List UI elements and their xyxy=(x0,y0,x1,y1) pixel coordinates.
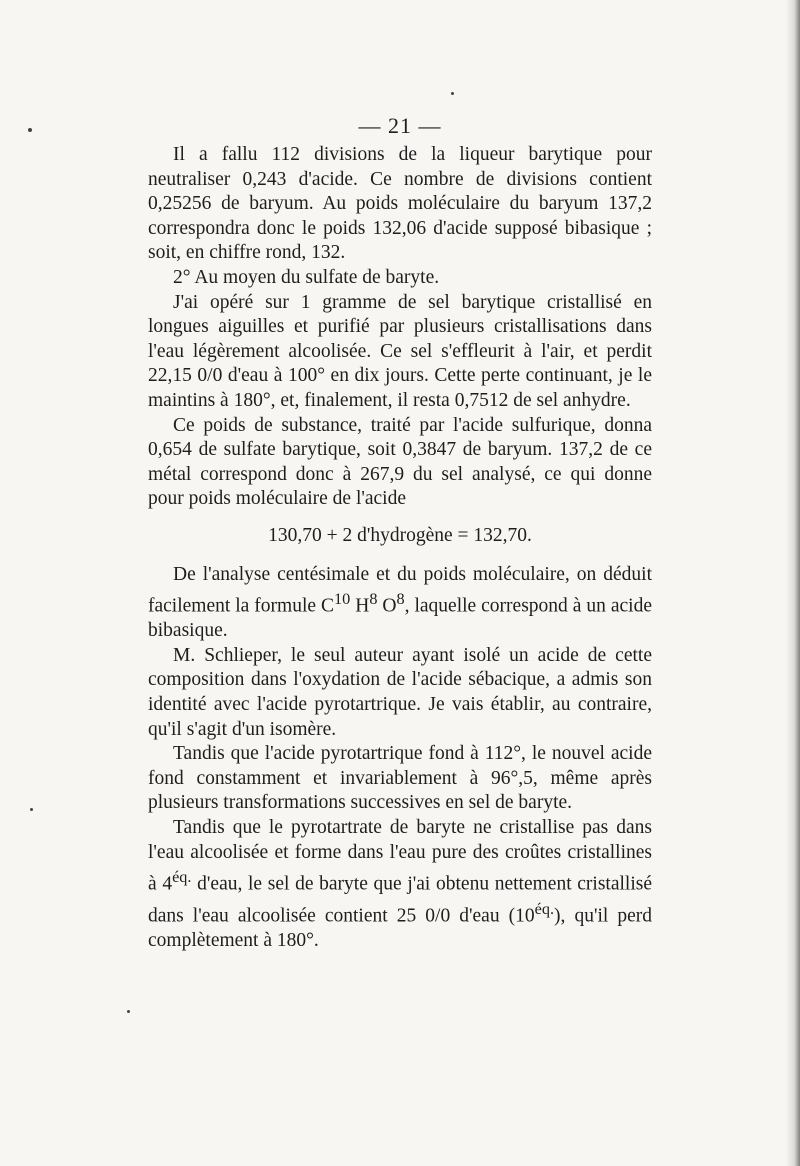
paragraph-operation: J'ai opéré sur 1 gramme de sel barytique cristallisé en longues aiguilles et purifié par plusieurs cristallisations dans l'eau légèrement alcoolisée. Ce sel s'effleurit à l'air, et perdit 22,15 0/0 d'eau à 100° en dix jours. Cette perte continuant, je le maintins à 180°, et, finalement, il resta 0,7512 de sel anhydre. xyxy=(148,291,652,411)
paragraph-point-fusion: Tandis que l'acide pyrotartrique fond à 112°, le nouvel acide fond constamment et invariablement à 96°,5, même après plusieurs transformations successives en sel de baryte. xyxy=(148,743,652,814)
formule-c-subscript: 10 xyxy=(334,590,351,609)
paper-speck xyxy=(28,128,32,132)
formule-h: H xyxy=(350,595,370,617)
paragraph-neutralisation: Il a fallu 112 divisions de la liqueur barytique pour neutraliser 0,243 d'acide. Ce nombre de divisions contient 0,25256 de baryum. Au poids moléculaire du baryum 137,2 correspondra donc le poids 132,06 d'acide supposé bibasique ; soit, en chiffre rond, 132. xyxy=(148,144,652,264)
pyrotartrate-part3: ), qu'il perd complètement à 180°. xyxy=(148,905,653,952)
formule-o-subscript: 8 xyxy=(396,590,405,609)
paragraph-sulfate-heading: 2° Au moyen du sulfate de baryte. xyxy=(173,266,440,288)
pyrotartrate-part1: Tandis que le pyrotartrate de baryte ne cristallise pas dans l'eau alcoolisée et forme dans l'eau pure des croûtes cristallines à 4 xyxy=(148,816,652,895)
paragraph-schlieper: M. Schlieper, le seul auteur ayant isolé un acide de cette composition dans l'oxydation de l'acide sébacique, a admis son identité avec l'acide pyrotartrique. Je vais établir, au contraire, qu'il s'agit d'un isomère. xyxy=(148,644,652,740)
formule-o: O xyxy=(377,595,397,617)
paper-speck xyxy=(127,1010,130,1013)
page-number: — 21 — xyxy=(358,113,442,138)
paragraph-poids-substance: Ce poids de substance, traité par l'acide sulfurique, donna 0,654 de sulfate barytique, soit 0,3847 de baryum. 137,2 de ce métal correspond donc à 267,9 du sel analysé, ce qui donne pour poids moléculaire de l'acide xyxy=(148,414,652,510)
formule-text-before: De l'analyse centésimale et du poids moléculaire, on déduit facilement la formule C xyxy=(148,563,652,617)
paragraph-formule xyxy=(148,563,652,644)
formule-text-after: , laquelle correspond à un acide bibasique. xyxy=(148,595,652,642)
pyrotartrate-sup1: éq. xyxy=(172,868,192,887)
pyrotartrate-part2: d'eau, le sel de baryte que j'ai obtenu nettement cristallisé dans l'eau alcoolisée contient 25 0/0 d'eau (10 xyxy=(148,873,653,927)
paragraph-pyrotartrate xyxy=(148,816,652,954)
paper-speck xyxy=(30,808,33,811)
formula-line: 130,70 + 2 d'hydrogène = 132,70. xyxy=(268,524,532,546)
body-text xyxy=(148,143,652,954)
pyrotartrate-sup2: éq. xyxy=(534,900,555,919)
paper-speck xyxy=(451,92,454,95)
formule-h-subscript: 8 xyxy=(369,590,378,609)
page-edge-shadow xyxy=(786,0,800,1166)
